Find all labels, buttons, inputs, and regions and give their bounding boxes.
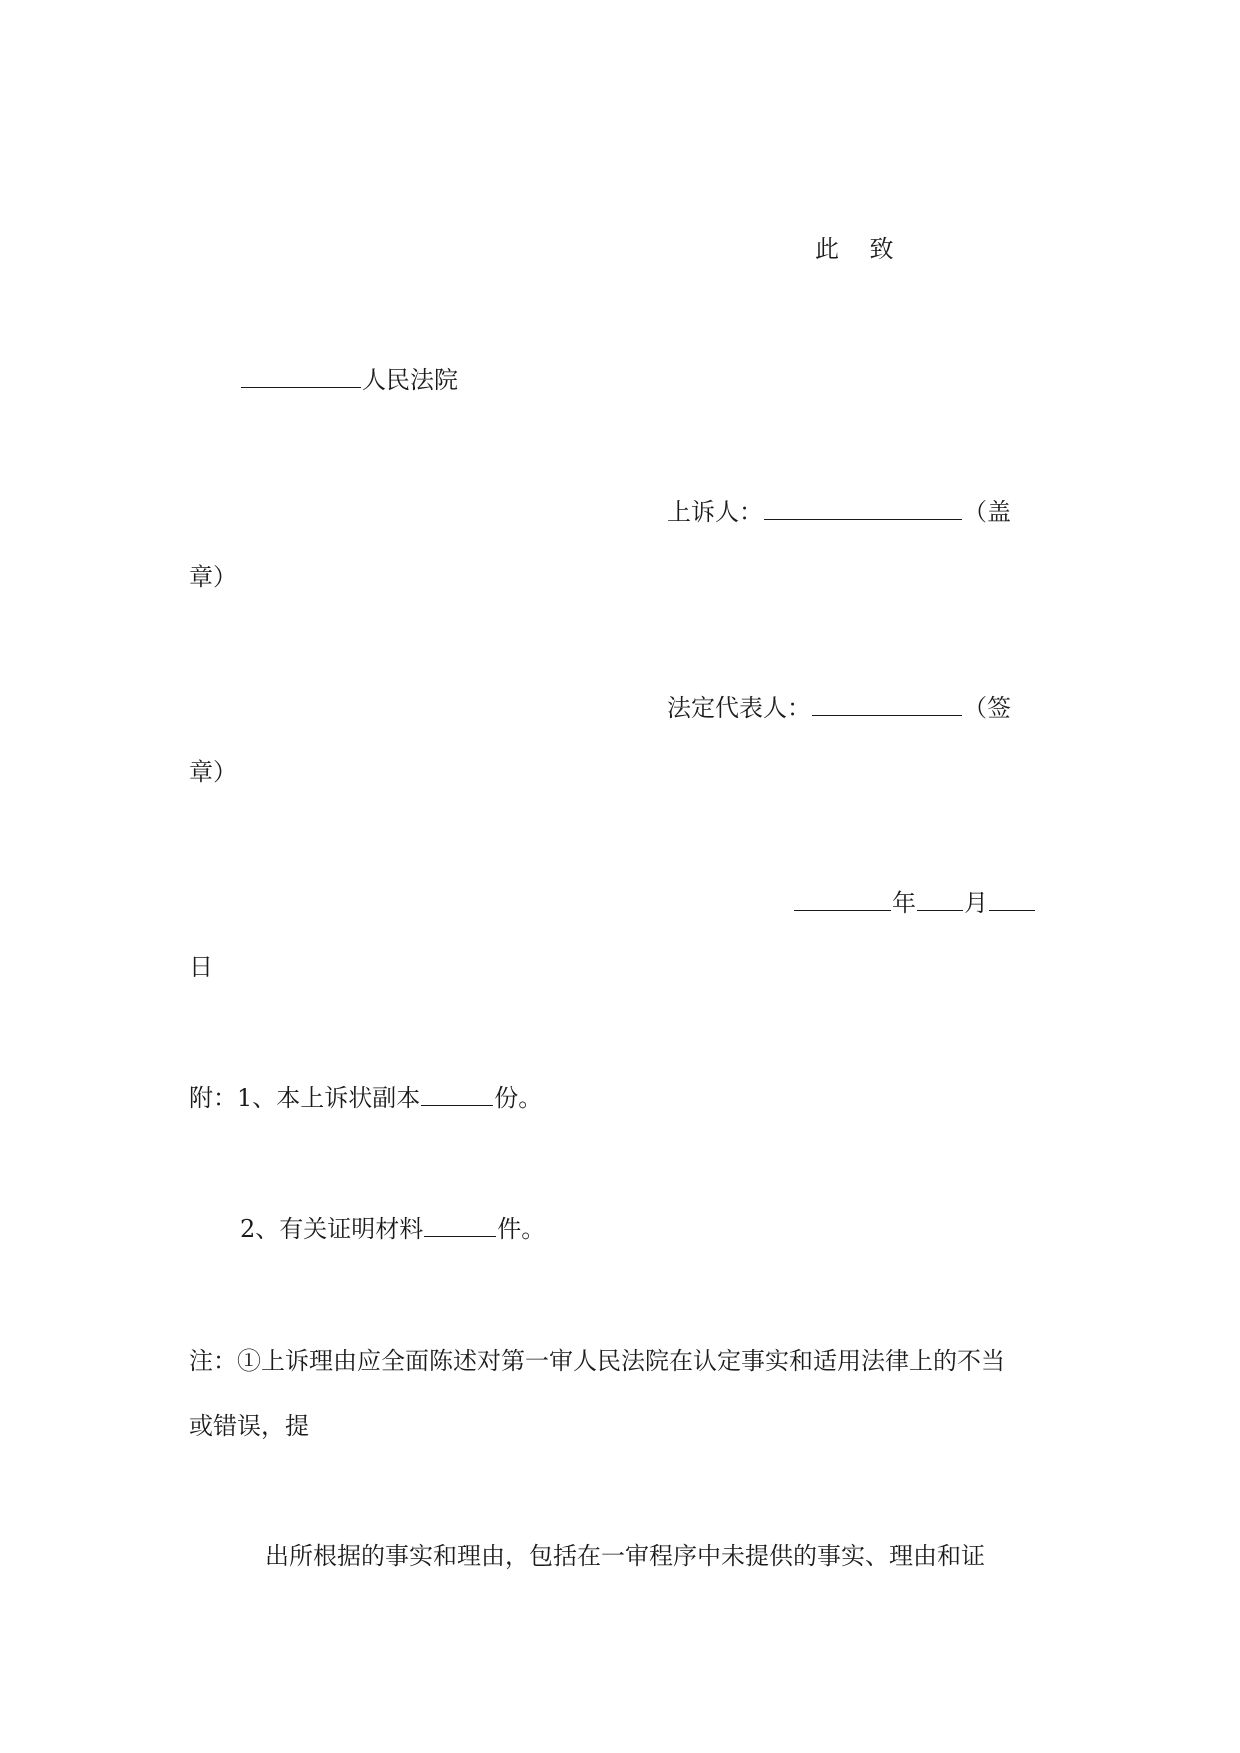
salutation-text: 此 致 bbox=[815, 235, 894, 263]
attachment-item-2-unit: 件。 bbox=[497, 1215, 546, 1243]
note-line-2 bbox=[189, 1410, 309, 1442]
legal-rep-sign-open: （签 bbox=[963, 694, 1011, 722]
month-label: 月 bbox=[964, 889, 988, 917]
salutation bbox=[815, 233, 894, 265]
note-line-1 bbox=[189, 1345, 1005, 1377]
legal-rep-sign-close: 章） bbox=[189, 758, 237, 786]
appellant-blank[interactable] bbox=[764, 497, 962, 520]
year-blank[interactable] bbox=[794, 888, 891, 911]
legal-rep-line bbox=[667, 692, 1011, 724]
legal-rep-label: 法定代表人： bbox=[667, 694, 811, 722]
attachment-item-2 bbox=[240, 1213, 545, 1245]
note-line-3-text: 出所根据的事实和理由，包括在一审程序中未提供的事实、理由和证 bbox=[265, 1542, 985, 1570]
attachment-item-1-prefix: 附：1、本上诉状副本 bbox=[189, 1084, 421, 1112]
note-line-2-text: 或错误，提 bbox=[189, 1412, 309, 1440]
month-blank[interactable] bbox=[917, 888, 963, 911]
evidence-count-blank[interactable] bbox=[424, 1214, 496, 1237]
appellant-label: 上诉人： bbox=[667, 498, 763, 526]
attachment-item-2-prefix: 2、有关证明材料 bbox=[240, 1215, 424, 1243]
note-line-3 bbox=[265, 1540, 985, 1572]
court-name-blank[interactable] bbox=[241, 365, 361, 388]
appellant-line bbox=[667, 496, 1011, 528]
day-label: 日 bbox=[189, 953, 213, 981]
appellant-seal-close: 章） bbox=[189, 563, 237, 591]
legal-rep-blank[interactable] bbox=[812, 693, 962, 716]
legal-rep-sign-close-line bbox=[189, 756, 237, 788]
year-label: 年 bbox=[892, 889, 916, 917]
note-line-1-text: 注：①上诉理由应全面陈述对第一审人民法院在认定事实和适用法律上的不当 bbox=[189, 1347, 1005, 1375]
day-label-line bbox=[189, 951, 213, 983]
day-blank[interactable] bbox=[989, 888, 1035, 911]
appellant-seal-open: （盖 bbox=[963, 498, 1011, 526]
attachment-item-1 bbox=[189, 1082, 542, 1114]
attachment-item-1-unit: 份。 bbox=[494, 1084, 543, 1112]
copies-count-blank[interactable] bbox=[421, 1083, 493, 1106]
date-line bbox=[793, 887, 1036, 919]
court-suffix: 人民法院 bbox=[362, 366, 458, 394]
court-line bbox=[240, 364, 458, 396]
appellant-seal-close-line bbox=[189, 561, 237, 593]
